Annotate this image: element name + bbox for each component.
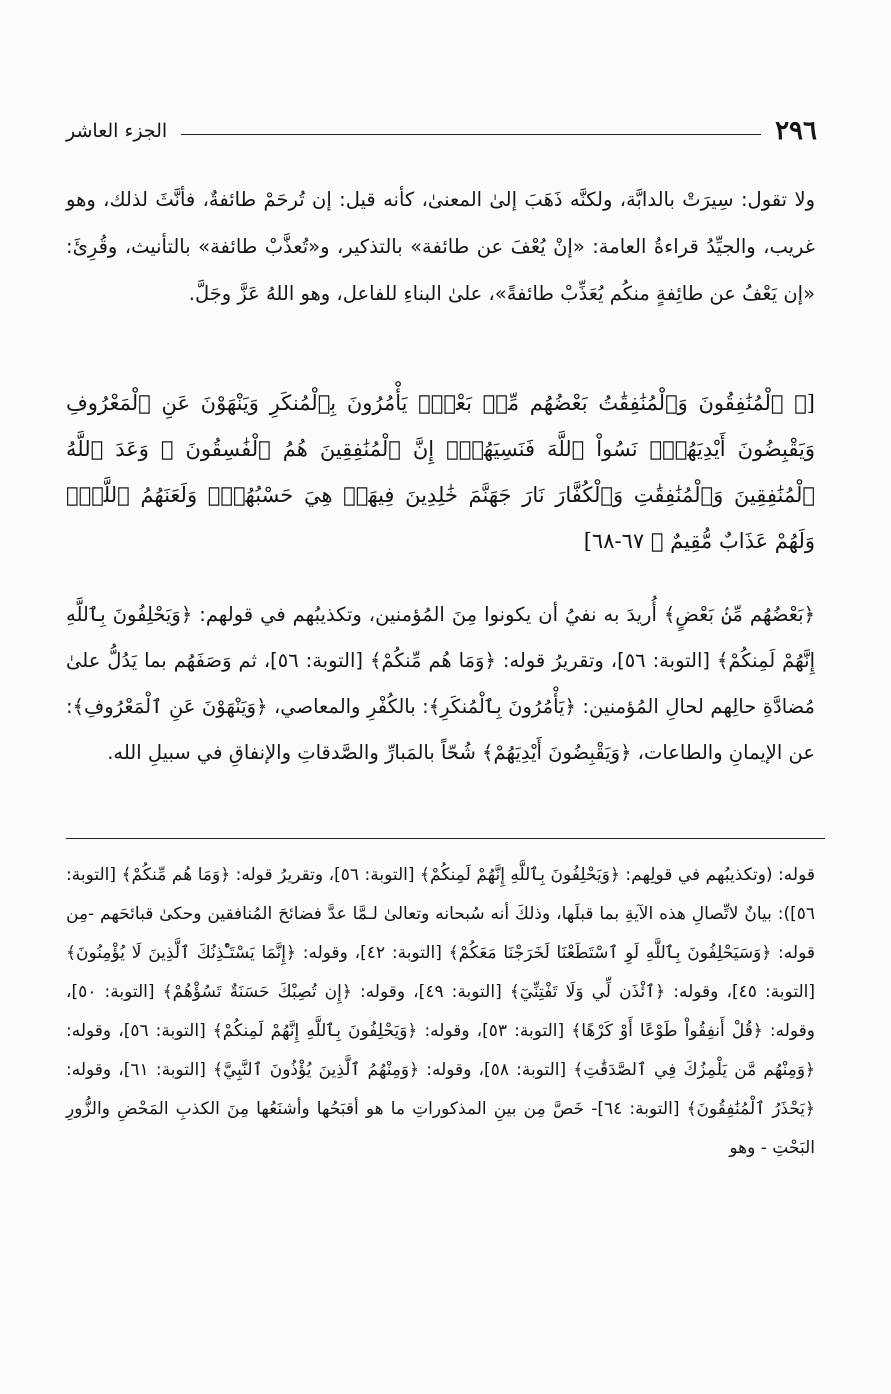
running-head: الجزء العاشر xyxy=(66,120,168,142)
paragraph-text: ﴿بَعْضُهُم مِّنۢ بَعْضٍ﴾ أُريدَ به نفيُ أن يكونوا مِنَ المُؤمنين، وتكذيبُهم في قولهم: ﴿وَيَحْلِفُونَ بِٱللَّهِ إِنَّهُمْ لَمِنكُمْ﴾ [التوبة: ٥٦]، وتقريرُ قوله: ﴿وَمَا هُم مِّنكُمْ﴾ [التوبة: ٥٦]، ثم وَصَفَهُم بما يَدُلُّ علىٰ مُضادَّةِ حالِهم لحالِ المُؤمنين: ﴿يَأْمُرُونَ بِٱلْمُنكَرِ﴾: بالكُفْرِ والمعاصي، ﴿وَيَنْهَوْنَ عَنِ ٱلْمَعْرُوفِ﴾: عن الإيمانِ والطاعات، ﴿وَيَقْبِضُونَ أَيْدِيَهُمْ﴾ شُحّاً بالمَبارِّ والصَّدقاتِ والإنفاقِ في سبيلِ الله. xyxy=(66,603,815,764)
commentary-paragraph-1 xyxy=(66,176,815,317)
header-rule xyxy=(181,134,761,135)
page-number: ٢٩٦ xyxy=(775,116,817,146)
quran-verses-block xyxy=(66,380,815,564)
footnote-separator xyxy=(66,838,825,839)
quran-verses-text: [﴿ ٱلْمُنَٰفِقُونَ وَٱلْمُنَٰفِقَٰتُ بَعْضُهُم مِّنۢ بَعْضٍۚ يَأْمُرُونَ بِٱلْمُنكَرِ وَيَنْهَوْنَ عَنِ ٱلْمَعْرُوفِ وَيَقْبِضُونَ أَيْدِيَهُمْۚ نَسُواْ ٱللَّهَ فَنَسِيَهُمْۗ إِنَّ ٱلْمُنَٰفِقِينَ هُمُ ٱلْفَٰسِقُونَ ۞ وَعَدَ ٱللَّهُ ٱلْمُنَٰفِقِينَ وَٱلْمُنَٰفِقَٰتِ وَٱلْكُفَّارَ نَارَ جَهَنَّمَ خَٰلِدِينَ فِيهَاۚ هِيَ حَسْبُهُمْۚ وَلَعَنَهُمُ ٱللَّهُۖ وَلَهُمْ عَذَابٌ مُّقِيمٌ ﴾ ٦٧-٦٨] xyxy=(66,391,815,553)
paragraph-text: ولا تقول: سِيرَتْ بالدابَّة، ولكنَّه ذَهَبَ إلىٰ المعنىٰ، كأنه قيل: إن تُرحَمْ طائفةٌ، فأنَّثَ لذلك، وهو غريب، والجيِّدُ قراءةُ العامة: «إنْ يُعْفَ عن طائفة» بالتذكير، و«تُعذَّبْ طائفة» بالتأنيث، وقُرِئَ: «إن يَعْفُ عن طائِفةٍ منكُم يُعَذِّبْ طائفةً»، علىٰ البناءِ للفاعل، وهو اللهُ عَزَّ وجَلَّ. xyxy=(66,188,815,305)
footnote-section xyxy=(66,856,815,1168)
commentary-paragraph-2 xyxy=(66,592,815,776)
page-header xyxy=(66,108,817,154)
footnote-text: قوله: (وتكذيبُهم في قولِهم: ﴿وَيَحْلِفُونَ بِٱللَّهِ إِنَّهُمْ لَمِنكُمْ﴾ [التوبة: ٥٦]، وتقريرُ قوله: ﴿وَمَا هُم مِّنكُمْ﴾ [التوبة: ٥٦]): بيانٌ لاتِّصالِ هذه الآيةِ بما قبلَها، وذلكَ أنه سُبحانه وتعالىٰ لـمَّا عدَّ فضائحَ المُنافقين وحكىٰ قبائحَهم -مِن قوله: ﴿وَسَيَحْلِفُونَ بِٱللَّهِ لَوِ ٱسْتَطَعْنَا لَخَرَجْنَا مَعَكُمْ﴾ [التوبة: ٤٢]، وقوله: ﴿إِنَّمَا يَسْتَـْٔذِنُكَ ٱلَّذِينَ لَا يُؤْمِنُونَ﴾ [التوبة: ٤٥]، وقوله: ﴿ٱئْذَن لِّي وَلَا تَفْتِنِّيٓ﴾ [التوبة: ٤٩]، وقوله: ﴿إِن تُصِبْكَ حَسَنَةٌ تَسُؤْهُمْ﴾ [التوبة: ٥٠]، وقوله: ﴿قُلْ أَنفِقُواْ طَوْعًا أَوْ كَرْهًا﴾ [التوبة: ٥٣]، وقوله: ﴿وَيَحْلِفُونَ بِٱللَّهِ إِنَّهُمْ لَمِنكُمْ﴾ [التوبة: ٥٦]، وقوله: ﴿وَمِنْهُم مَّن يَلْمِزُكَ فِي ٱلصَّدَقَٰتِ﴾ [التوبة: ٥٨]، وقوله: ﴿وَمِنْهُمُ ٱلَّذِينَ يُؤْذُونَ ٱلنَّبِيَّ﴾ [التوبة: ٦١]، وقوله: ﴿يَحْذَرُ ٱلْمُنَٰفِقُونَ﴾ [التوبة: ٦٤]- خَصَّ مِن بينِ المذكوراتِ ما هو أقبَحُها وأشنَعُها مِنَ الكذبِ المَحْضِ والزُّورِ البَحْتِ - وهو xyxy=(66,865,816,1158)
